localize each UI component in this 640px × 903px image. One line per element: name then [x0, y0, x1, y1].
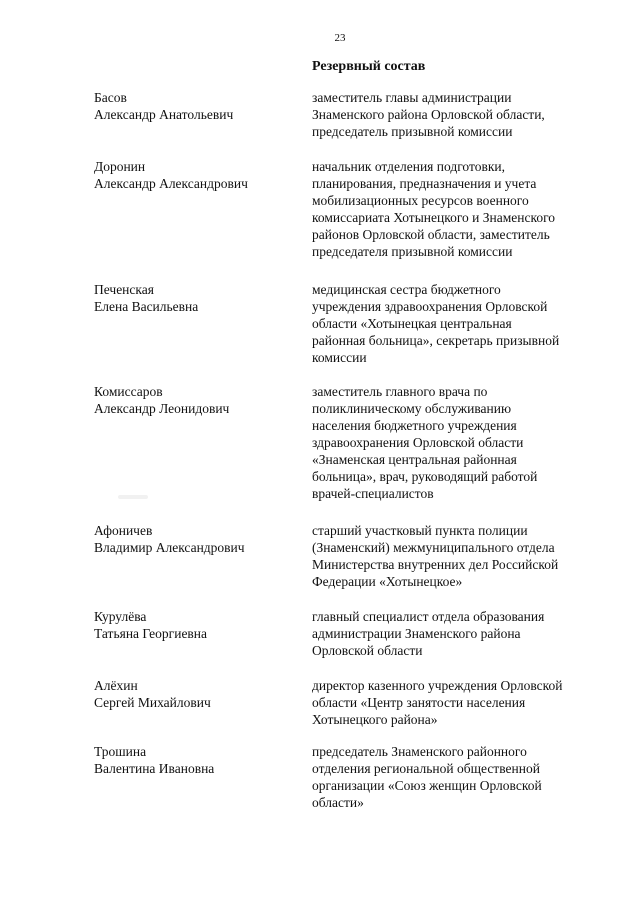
member-role	[312, 158, 604, 260]
member-name	[94, 158, 304, 192]
role-line: больница», врач, руководящий работой	[312, 469, 538, 484]
role-line: отделения региональной общественной	[312, 761, 540, 776]
role-line: старший участковый пункта полиции	[312, 523, 528, 538]
member-given-names: Александр Александрович	[94, 176, 248, 191]
role-line: врачей-специалистов	[312, 486, 434, 501]
member-given-names: Сергей Михайлович	[94, 695, 211, 710]
role-line: Федерации «Хотынецкое»	[312, 574, 463, 589]
role-line: районная больница», секретарь призывной	[312, 333, 560, 348]
member-name	[94, 89, 304, 123]
member-surname: Печенская	[94, 282, 154, 297]
role-line: комиссариата Хотынецкого и Знаменского	[312, 210, 556, 225]
member-name	[94, 281, 304, 315]
member-surname: Басов	[94, 90, 127, 105]
role-line: населения бюджетного учреждения	[312, 418, 517, 433]
member-name	[94, 522, 304, 556]
member-given-names: Александр Анатольевич	[94, 107, 234, 122]
member-role	[312, 522, 604, 590]
role-line: районов Орловской области, заместитель	[312, 227, 550, 242]
member-name	[94, 677, 304, 711]
role-line: председатель Знаменского районного	[312, 744, 527, 759]
member-surname: Курулёва	[94, 609, 147, 624]
role-line: (Знаменский) межмуниципального отдела	[312, 540, 555, 555]
role-line: главный специалист отдела образования	[312, 609, 545, 624]
role-line: начальник отделения подготовки,	[312, 159, 506, 174]
member-name	[94, 608, 304, 642]
role-line: планирования, предназначения и учета	[312, 176, 537, 191]
member-given-names: Татьяна Георгиевна	[94, 626, 208, 641]
role-line: здравоохранения Орловской области	[312, 435, 524, 450]
role-line: поликлиническому обслуживанию	[312, 401, 512, 416]
member-role	[312, 743, 604, 811]
member-role	[312, 608, 604, 659]
member-given-names: Елена Васильевна	[94, 299, 199, 314]
role-line: Знаменского района Орловской области,	[312, 107, 545, 122]
role-line: организации «Союз женщин Орловской	[312, 778, 542, 793]
role-line: медицинская сестра бюджетного	[312, 282, 501, 297]
role-line: Орловской области	[312, 643, 423, 658]
member-surname: Афоничев	[94, 523, 153, 538]
role-line: председатель призывной комиссии	[312, 124, 513, 139]
role-line: заместитель главного врача по	[312, 384, 488, 399]
role-line: комиссии	[312, 350, 367, 365]
section-title: Резервный состав	[312, 59, 426, 74]
member-surname: Трошина	[94, 744, 147, 759]
role-line: области «Центр занятости населения	[312, 695, 526, 710]
page-number: 23	[334, 32, 346, 44]
member-surname: Комиссаров	[94, 384, 163, 399]
member-given-names: Александр Леонидович	[94, 401, 230, 416]
member-given-names: Валентина Ивановна	[94, 761, 215, 776]
member-name	[94, 383, 304, 417]
role-line: директор казенного учреждения Орловской	[312, 678, 563, 693]
role-line: области»	[312, 795, 364, 810]
role-line: администрации Знаменского района	[312, 626, 521, 641]
role-line: заместитель главы администрации	[312, 90, 512, 105]
role-line: учреждения здравоохранения Орловской	[312, 299, 548, 314]
role-line: Министерства внутренних дел Российской	[312, 557, 559, 572]
member-name	[94, 743, 304, 777]
member-role	[312, 281, 604, 366]
member-surname: Доронин	[94, 159, 146, 174]
role-line: «Знаменская центральная районная	[312, 452, 517, 467]
role-line: председателя призывной комиссии	[312, 244, 513, 259]
member-role	[312, 677, 604, 728]
member-given-names: Владимир Александрович	[94, 540, 245, 555]
member-role	[312, 383, 604, 502]
member-surname: Алёхин	[94, 678, 138, 693]
scan-artifact	[118, 495, 148, 499]
role-line: мобилизационных ресурсов военного	[312, 193, 529, 208]
role-line: Хотынецкого района»	[312, 712, 438, 727]
role-line: области «Хотынецкая центральная	[312, 316, 512, 331]
member-role	[312, 89, 604, 140]
